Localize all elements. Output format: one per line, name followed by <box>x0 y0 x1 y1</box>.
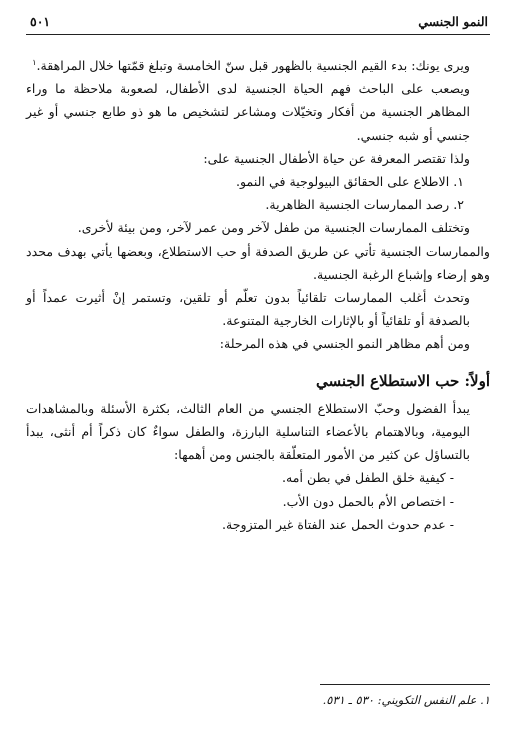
header-rule <box>26 34 490 35</box>
dash-item-mother-pregnancy: - اختصاص الأم بالحمل دون الأب. <box>282 493 454 509</box>
footnote-reference: ١ <box>32 57 37 67</box>
section-heading: أولاً: حب الاستطلاع الجنسي <box>315 371 490 390</box>
paragraph-young-text: ويرى يونك: بدء القيم الجنسية بالظهور قبل سنّ الخامسة وتبلغ قمّتها خلال المراهقة. <box>36 58 470 73</box>
paragraph-knowledge-limits: ولذا تقتصر المعرفة عن حياة الأطفال الجنسية على: <box>203 150 470 166</box>
paragraph-practices-spontaneous: وتحدث أغلب الممارسات تلقائياً بدون تعلّم أو تلقين، وتستمر إنْ أثيرت عمداً أو بالصدفة أو تلقائياً أو بالإثارات الخارجية المتنوعة. <box>26 290 470 329</box>
footnote-rule <box>320 684 490 685</box>
page-header <box>26 12 490 34</box>
book-page <box>26 12 490 717</box>
paragraph-observation-difficulty: ويصعب على الباحث فهم الحياة الجنسية لدى الأطفال، لصعوبة ملاحظة ما وراء المظاهر الجنسية من أفكار وتخيّلات ومشاعر لتشخيص ما هو ذو طابع جنسي أو غير جنسي أو شبه جنسي. <box>26 81 470 143</box>
dash-item-unmarried-girl: - عدم حدوث الحمل عند الفتاة غير المتزوجة. <box>221 516 454 532</box>
paragraph-main-aspects: ومن أهم مظاهر النمو الجنسي في هذه المرحلة: <box>219 336 470 352</box>
page-number: ٥٠١ <box>30 14 51 29</box>
paragraph-practices-differ: وتختلف الممارسات الجنسية من طفل لآخر ومن عمر لآخر، ومن بيئة لأخرى. <box>77 220 470 236</box>
running-title: النمو الجنسي <box>418 14 488 29</box>
body-text <box>26 54 490 536</box>
paragraph-curiosity: يبدأ الفضول وحبّ الاستطلاع الجنسي من العام الثالث، بكثرة الأسئلة وبالمشاهدات اليومية، وبالاهتمام بالأعضاء التناسلية البارزة، والطفل سواءٌ كان ذكراً أم أنثى، يبدأ بالتساؤل عن كثير من الأمور المتعلّقة بالجنس ومن أهمها: <box>26 400 470 463</box>
paragraph-practices-origin: والممارسات الجنسية تأتي عن طريق الصدفة أو حب الاستطلاع، وبعضها يأتي بهدف محدد وهو إرضاء وإشباع الرغبة الجنسية. <box>26 243 490 282</box>
paragraph-young <box>26 54 490 77</box>
dash-item-creation: - كيفية خلق الطفل في بطن أمه. <box>282 470 454 486</box>
numbered-item-observed-practices: ٢. رصد الممارسات الجنسية الظاهرية. <box>265 197 464 213</box>
footnote: ١. علم النفس التكويني: ٥٣٠ ـ ٥٣١. <box>322 693 490 707</box>
numbered-item-biological-facts: ١. الاطلاع على الحقائق البيولوجية في النمو. <box>236 174 464 190</box>
